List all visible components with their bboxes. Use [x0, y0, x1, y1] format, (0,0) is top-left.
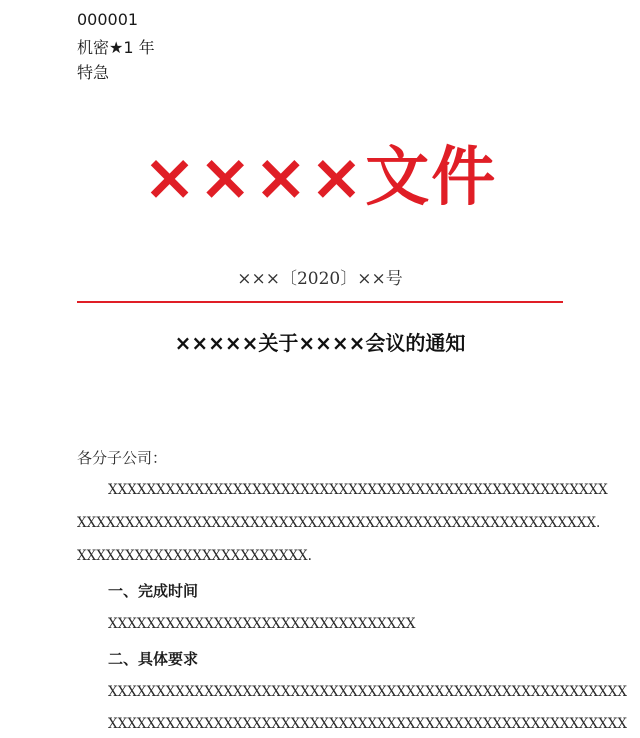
reference-number: ×××〔2020〕××号	[237, 269, 403, 289]
salutation: 各分子公司：	[77, 449, 168, 467]
section-heading-requirements: 二、具体要求	[108, 650, 199, 668]
body-line: XXXXXXXXXXXXXXXXXXXXXXXXXXXXXXXXXXXXXXXXXXXXXXXXXXXXXX	[108, 684, 627, 700]
body-line: XXXXXXXXXXXXXXXXXXXXXXXXXXXXXXXXXXXXXXXXXXXXXXXXXXXXXX	[108, 716, 627, 732]
secrecy-level: 机密★1 年	[77, 38, 155, 57]
issuer-masthead-title: ××××文件	[142, 141, 498, 215]
notice-title: ×××××关于××××会议的通知	[174, 331, 466, 355]
body-line: XXXXXXXXXXXXXXXXXXXXXXXXXXXXXXXXXXXXXXXXXXXXXXXXXXXX	[108, 482, 608, 498]
body-line: XXXXXXXXXXXXXXXXXXXXXXXXXXXXXXXX	[108, 616, 416, 632]
body-line: XXXXXXXXXXXXXXXXXXXXXXXX.	[77, 548, 312, 564]
urgency-level: 特急	[77, 63, 110, 82]
section-heading-time: 一、完成时间	[108, 582, 199, 600]
document-number: 000001	[77, 10, 139, 29]
body-line: XXXXXXXXXXXXXXXXXXXXXXXXXXXXXXXXXXXXXXXXXXXXXXXXXXXXXX.	[77, 515, 601, 531]
red-divider-rule	[77, 301, 563, 303]
